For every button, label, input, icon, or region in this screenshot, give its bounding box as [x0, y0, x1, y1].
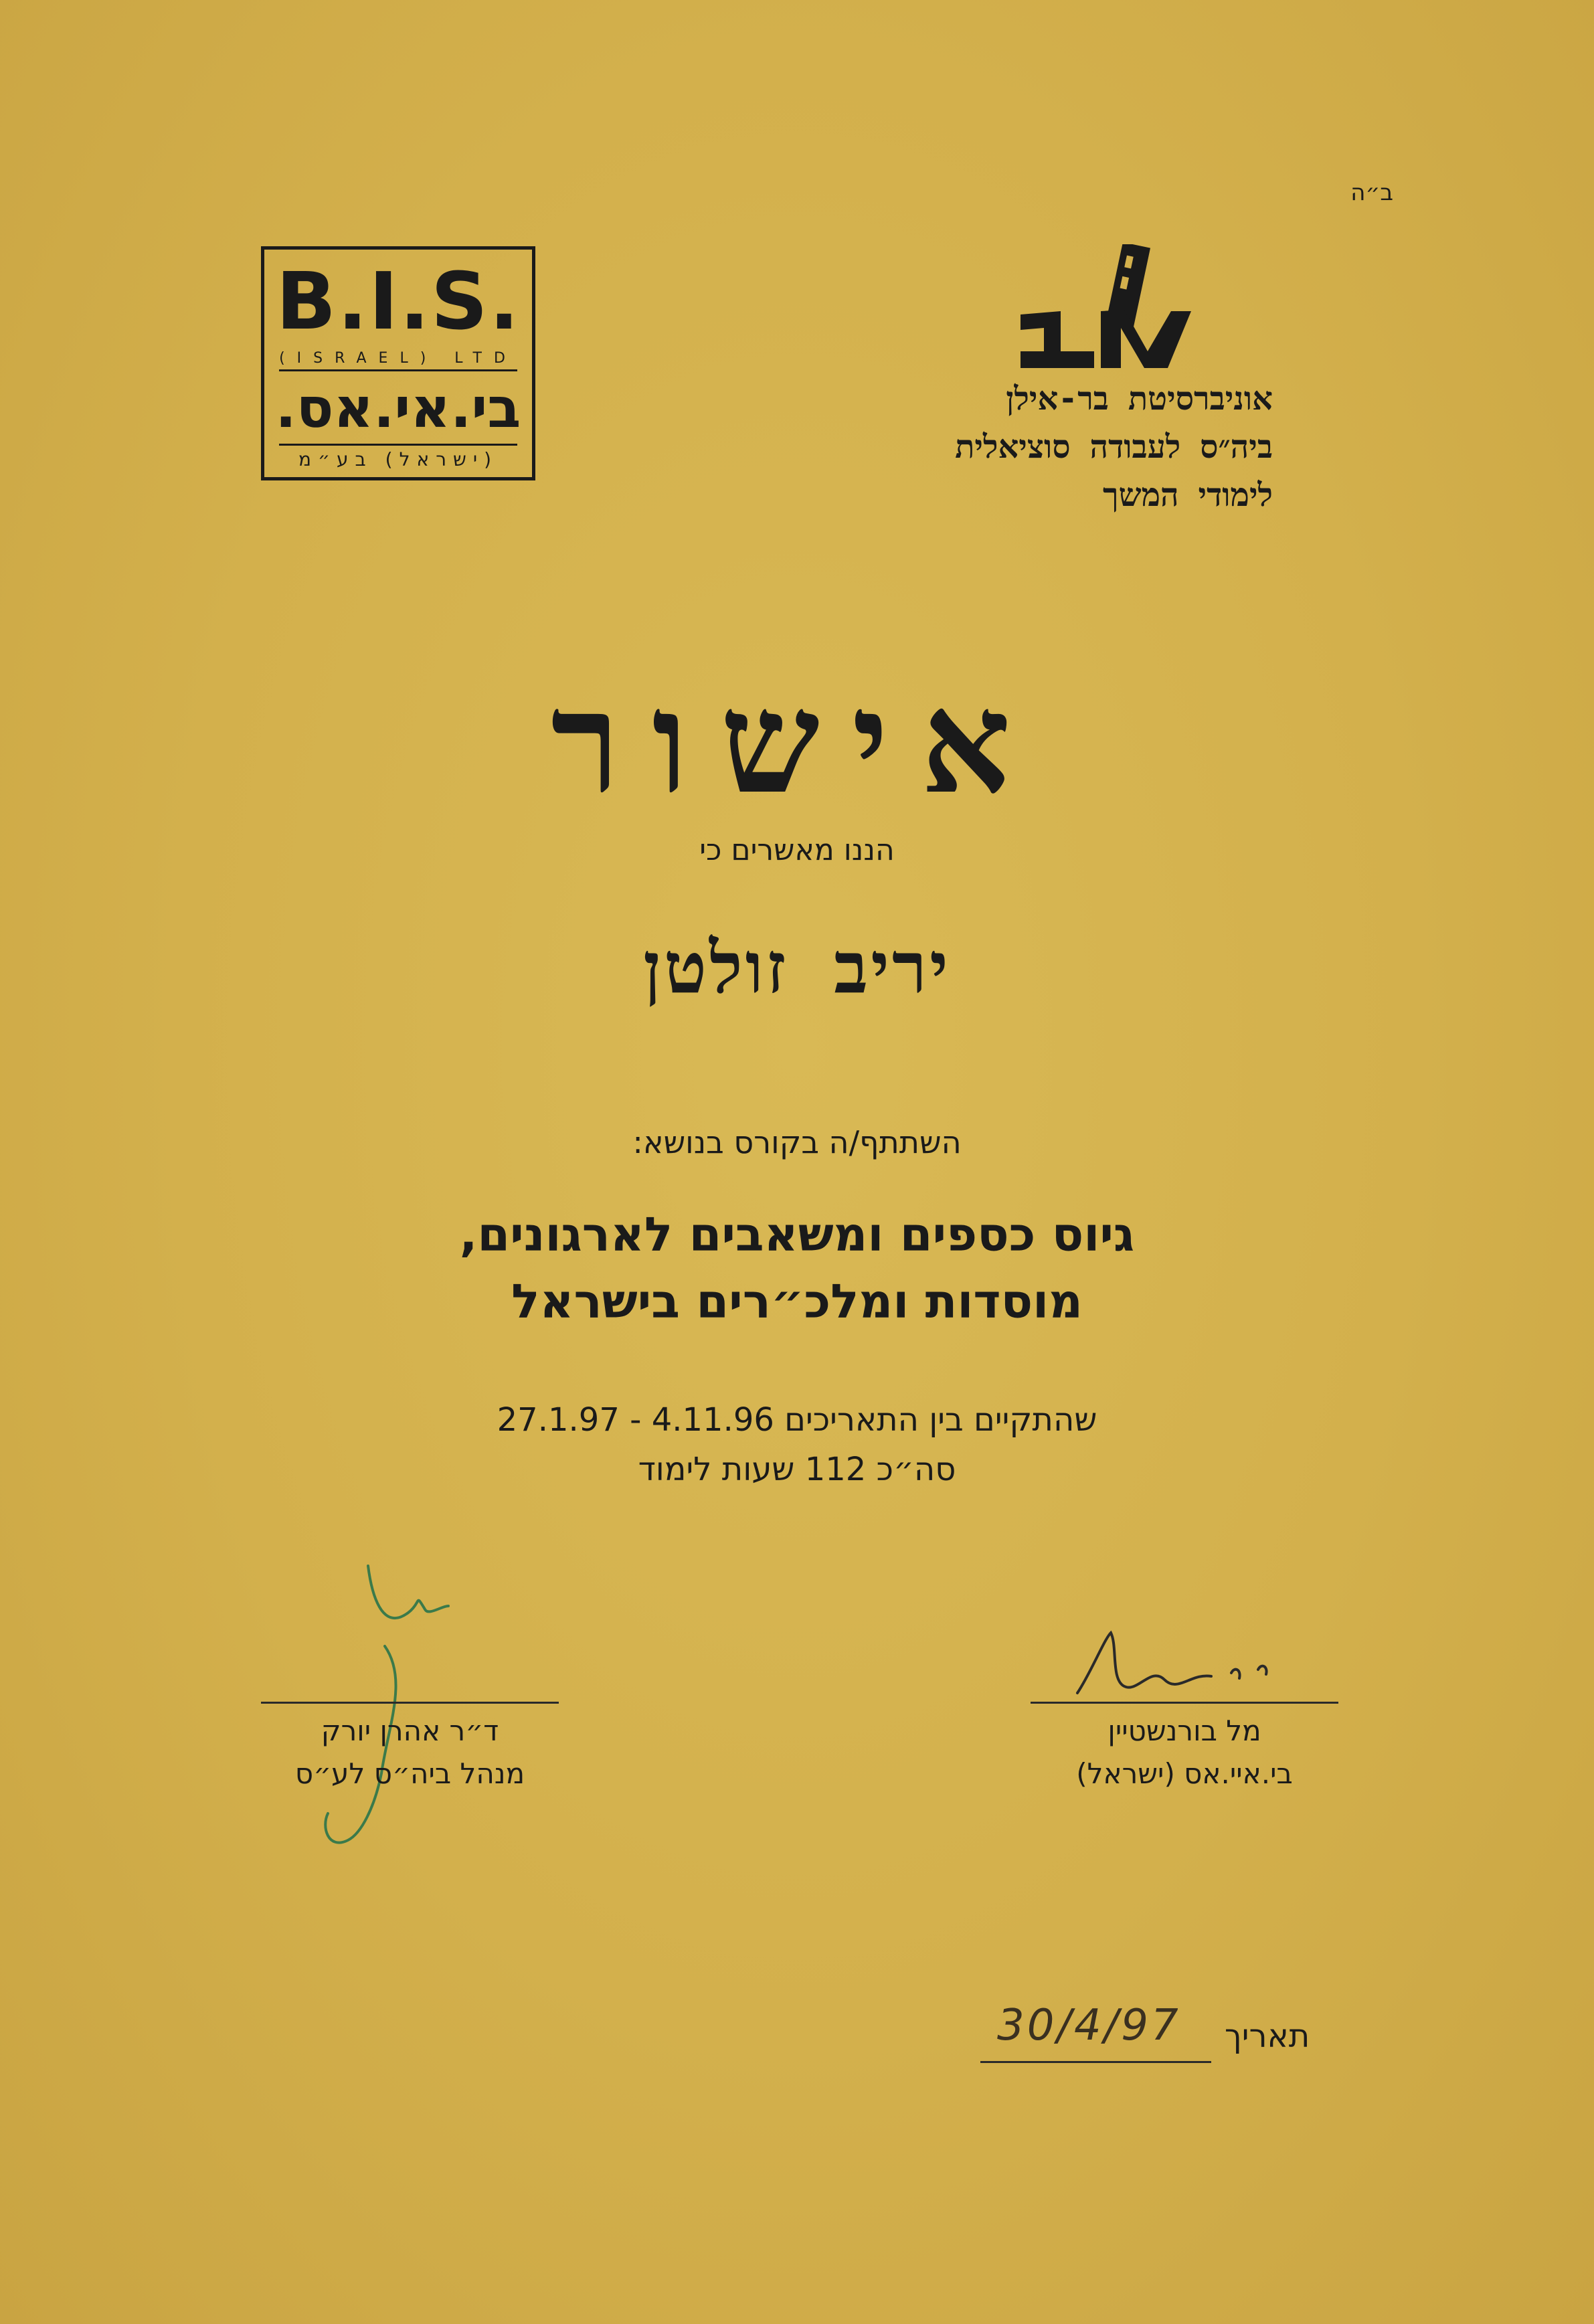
bar-ilan-logo-icon	[1014, 244, 1194, 371]
signature-line-left	[261, 1702, 559, 1704]
university-line: לימודי המשך	[1103, 476, 1273, 514]
hours-line: סה״כ 112 שעות לימוד	[638, 1451, 956, 1488]
date-label: תאריך	[1225, 2018, 1310, 2055]
bh-mark: ב״ה	[1350, 179, 1393, 206]
signature-line-right	[1031, 1702, 1338, 1704]
signatory-right-role: בי.איי.אס (ישראל)	[1076, 1757, 1293, 1790]
university-line: אוניברסיטת בר-אילן	[1006, 380, 1273, 418]
bis-logo-hebrew-sub: (ישראל) בע״מ	[279, 444, 517, 470]
signatory-left-name: ד״ר אהרן יורק	[321, 1714, 499, 1747]
certificate-title: אישור	[551, 660, 1043, 825]
university-line: ביה״ס לעבודה סוציאלית	[955, 428, 1273, 466]
course-title-line: גיוס כספים ומשאבים לארגונים,	[459, 1207, 1135, 1262]
participation-text: השתתף/ה בקורס בנושא:	[632, 1124, 962, 1160]
bis-logo-english: B.I.S.	[276, 255, 521, 347]
bis-logo-hebrew: בי.אי.אס.	[275, 377, 521, 440]
bis-logo-israel-ltd: (ISRAEL) LTD	[279, 350, 517, 371]
date-value: 30/4/97	[997, 2001, 1181, 2050]
course-title-line: מוסדות ומלכ״רים בישראל	[511, 1274, 1083, 1329]
dates-line: שהתקיים בין התאריכים 4.11.96 - 27.1.97	[497, 1401, 1097, 1439]
recipient-name: יריב זולטן	[643, 927, 951, 1009]
date-line	[980, 2061, 1211, 2063]
signatory-right	[1031, 1710, 1338, 1795]
signatory-right-name: מל בורנשטיין	[1108, 1714, 1261, 1747]
certificate-subtitle: הננו מאשרים כי	[699, 833, 895, 867]
course-title	[0, 1201, 1594, 1335]
signatory-left-role: מנהל ביה״ס לע״ס	[294, 1757, 525, 1790]
signatory-left	[261, 1710, 559, 1795]
university-heading	[955, 375, 1273, 519]
course-dates	[0, 1395, 1594, 1494]
bis-logo	[261, 246, 535, 480]
